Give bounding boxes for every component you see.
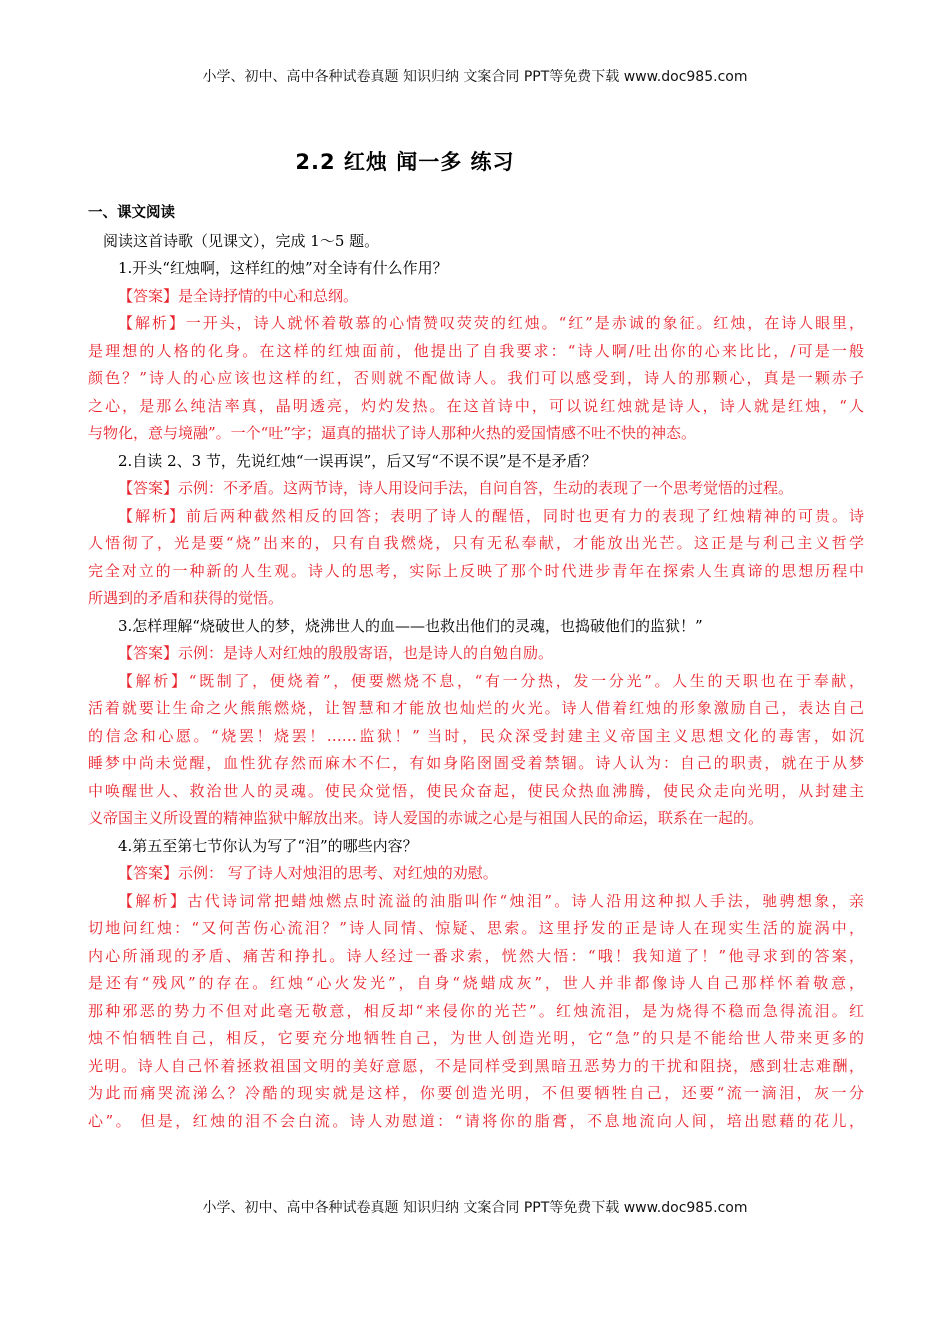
answer-4: 【答案】示例： 写了诗人对烛泪的思考、对红烛的劝慰。 [118,864,498,882]
section-heading: 一、课文阅读 [88,205,175,221]
answer-3: 【答案】示例：是诗人对红烛的殷殷寄语，也是诗人的自勉自励。 [118,644,554,662]
footer-banner: 小学、初中、高中各种试卷真题 知识归纳 文案合同 PPT等免费下载 www.doc985.com [202,1200,748,1216]
question-2: 2.自读 2、3 节，先说红烛“一误再误”，后又写“不误不误”是不是矛盾？ [118,451,597,470]
question-4: 4.第五至第七节你认为写了“泪”的哪些内容？ [118,836,418,855]
analysis-line: 完全对立的一种新的人生观。诗人的思考，实际上反映了那个时代进步青年在探索人生真谛的思想历程中 [88,561,864,580]
analysis-line: 义帝国主义所设置的精神监狱中解放出来。诗人爱国的赤诚之心是与祖国人民的命运，联系在一起的。 [88,809,764,827]
analysis-line: 切地问红烛：“又何苦伤心流泪？”诗人同情、惊疑、思索。这里抒发的正是诗人在现实生活的旋涡中， [88,919,864,937]
analysis-3 [88,668,864,833]
analysis-line: 所遇到的矛盾和获得的觉悟。 [88,589,284,607]
analysis-line: 睡梦中尚未觉醒，血性犹存然而麻木不仁，有如身陷囹圄受着禁锢。诗人认为：自己的职责，就在于从梦 [88,754,864,772]
analysis-line: 光明。诗人自己怀着拯救祖国文明的美好意愿，不是同样受到黑暗丑恶势力的干扰和阻挠，感到壮志难酬， [88,1056,864,1075]
document-body [88,200,864,1135]
analysis-line: 为此而痛哭流涕么？冷酷的现实就是这样，你要创造光明，不但要牺牲自己，还要“流一滴泪，灰一分 [88,1084,864,1102]
analysis-line: 之心，是那么纯洁率真，晶明透亮，灼灼发热。在这首诗中，可以说红烛就是诗人，诗人就是红烛，“人 [88,396,864,415]
intro-text: 阅读这首诗歌（见课文），完成 1～5 题。 [103,231,380,250]
question-3: 3.怎样理解“烧破世人的梦，烧沸世人的血——也救出他们的灵魂，也捣破他们的监狱！” [118,616,703,635]
analysis-line: 心”。 但是，红烛的泪不会白流。诗人劝慰道：“请将你的脂膏，不息地流向人间，培出慰藉的花儿， [88,1111,864,1130]
analysis-line: 【解析】前后两种截然相反的回答；表明了诗人的醒悟，同时也更有力的表现了红烛精神的可贵。诗 [118,506,864,525]
analysis-line: 人悟彻了，光是要“烧”出来的，只有自我燃烧，只有无私奉献，才能放出光芒。这正是与利己主义哲学 [88,534,864,552]
analysis-line: 那种邪恶的势力不但对此毫无敬意，相反却“来侵你的光芒”。红烛流泪，是为烧得不稳而急得流泪。红 [88,1001,864,1020]
answer-1: 【答案】是全诗抒情的中心和总纲。 [118,286,359,305]
analysis-line: 中唤醒世人、救治世人的灵魂。使民众觉悟，使民众奋起，使民众热血沸腾，使民众走向光明，从封建主 [88,781,864,800]
analysis-1 [88,310,864,448]
analysis-line: 【解析】“既制了，便烧着”，便要燃烧不息，“有一分热，发一分光”。人生的天职也在于奉献， [118,671,864,690]
header-banner: 小学、初中、高中各种试卷真题 知识归纳 文案合同 PPT等免费下载 www.doc985.com [202,69,748,85]
analysis-line: 是还有“残风”的存在。红烛“心火发光”，自身“烧蜡成灰”，世人并非都像诗人自己那样怀着敬意， [88,974,864,992]
analysis-line: 颜色？”诗人的心应该也这样的红，否则就不配做诗人。我们可以感受到，诗人的那颗心，真是一颗赤子 [88,369,864,387]
analysis-line: 与物化，意与境融”。一个“吐”字；逼真的描状了诗人那种火热的爱国情感不吐不快的神态。 [88,424,697,442]
analysis-line: 内心所涌现的矛盾、痛苦和挣扎。诗人经过一番求索，恍然大悟：“哦！我知道了！”他寻求到的答案， [88,946,864,965]
question-1: 1.开头“红烛啊，这样红的烛”对全诗有什么作用？ [118,259,448,277]
analysis-line: 的信念和心愿。“烧罢！烧罢！……监狱！” 当时，民众深受封建主义帝国主义思想文化的毒害，如沉 [88,726,864,745]
analysis-line: 是理想的人格的化身。在这样的红烛面前，他提出了自我要求：“诗人啊/吐出你的心来比比，/可是一般 [88,341,864,360]
analysis-line: 【解析】古代诗词常把蜡烛燃点时流溢的油脂叫作“烛泪”。诗人沿用这种拟人手法，驰骋想象，亲 [118,891,864,910]
analysis-2 [88,503,864,613]
page-title: 2.2 红烛 闻一多 练习 [295,150,515,174]
analysis-line: 烛不怕牺牲自己，相反，它要充分地牺牲自己，为世人创造光明，它“急”的只是不能给世人带来更多的 [88,1029,864,1047]
analysis-line: 活着就要让生命之火熊熊燃烧，让智慧和才能放也灿烂的火光。诗人借着红烛的形象激励自己，表达自己 [88,699,864,717]
analysis-4 [88,888,864,1136]
analysis-line: 【解析】一开头，诗人就怀着敬慕的心情赞叹荧荧的红烛。“红”是赤诚的象征。红烛，在诗人眼里， [118,314,864,332]
answer-2: 【答案】示例：不矛盾。这两节诗，诗人用设问手法，自问自答，生动的表现了一个思考觉悟的过程。 [118,479,794,497]
